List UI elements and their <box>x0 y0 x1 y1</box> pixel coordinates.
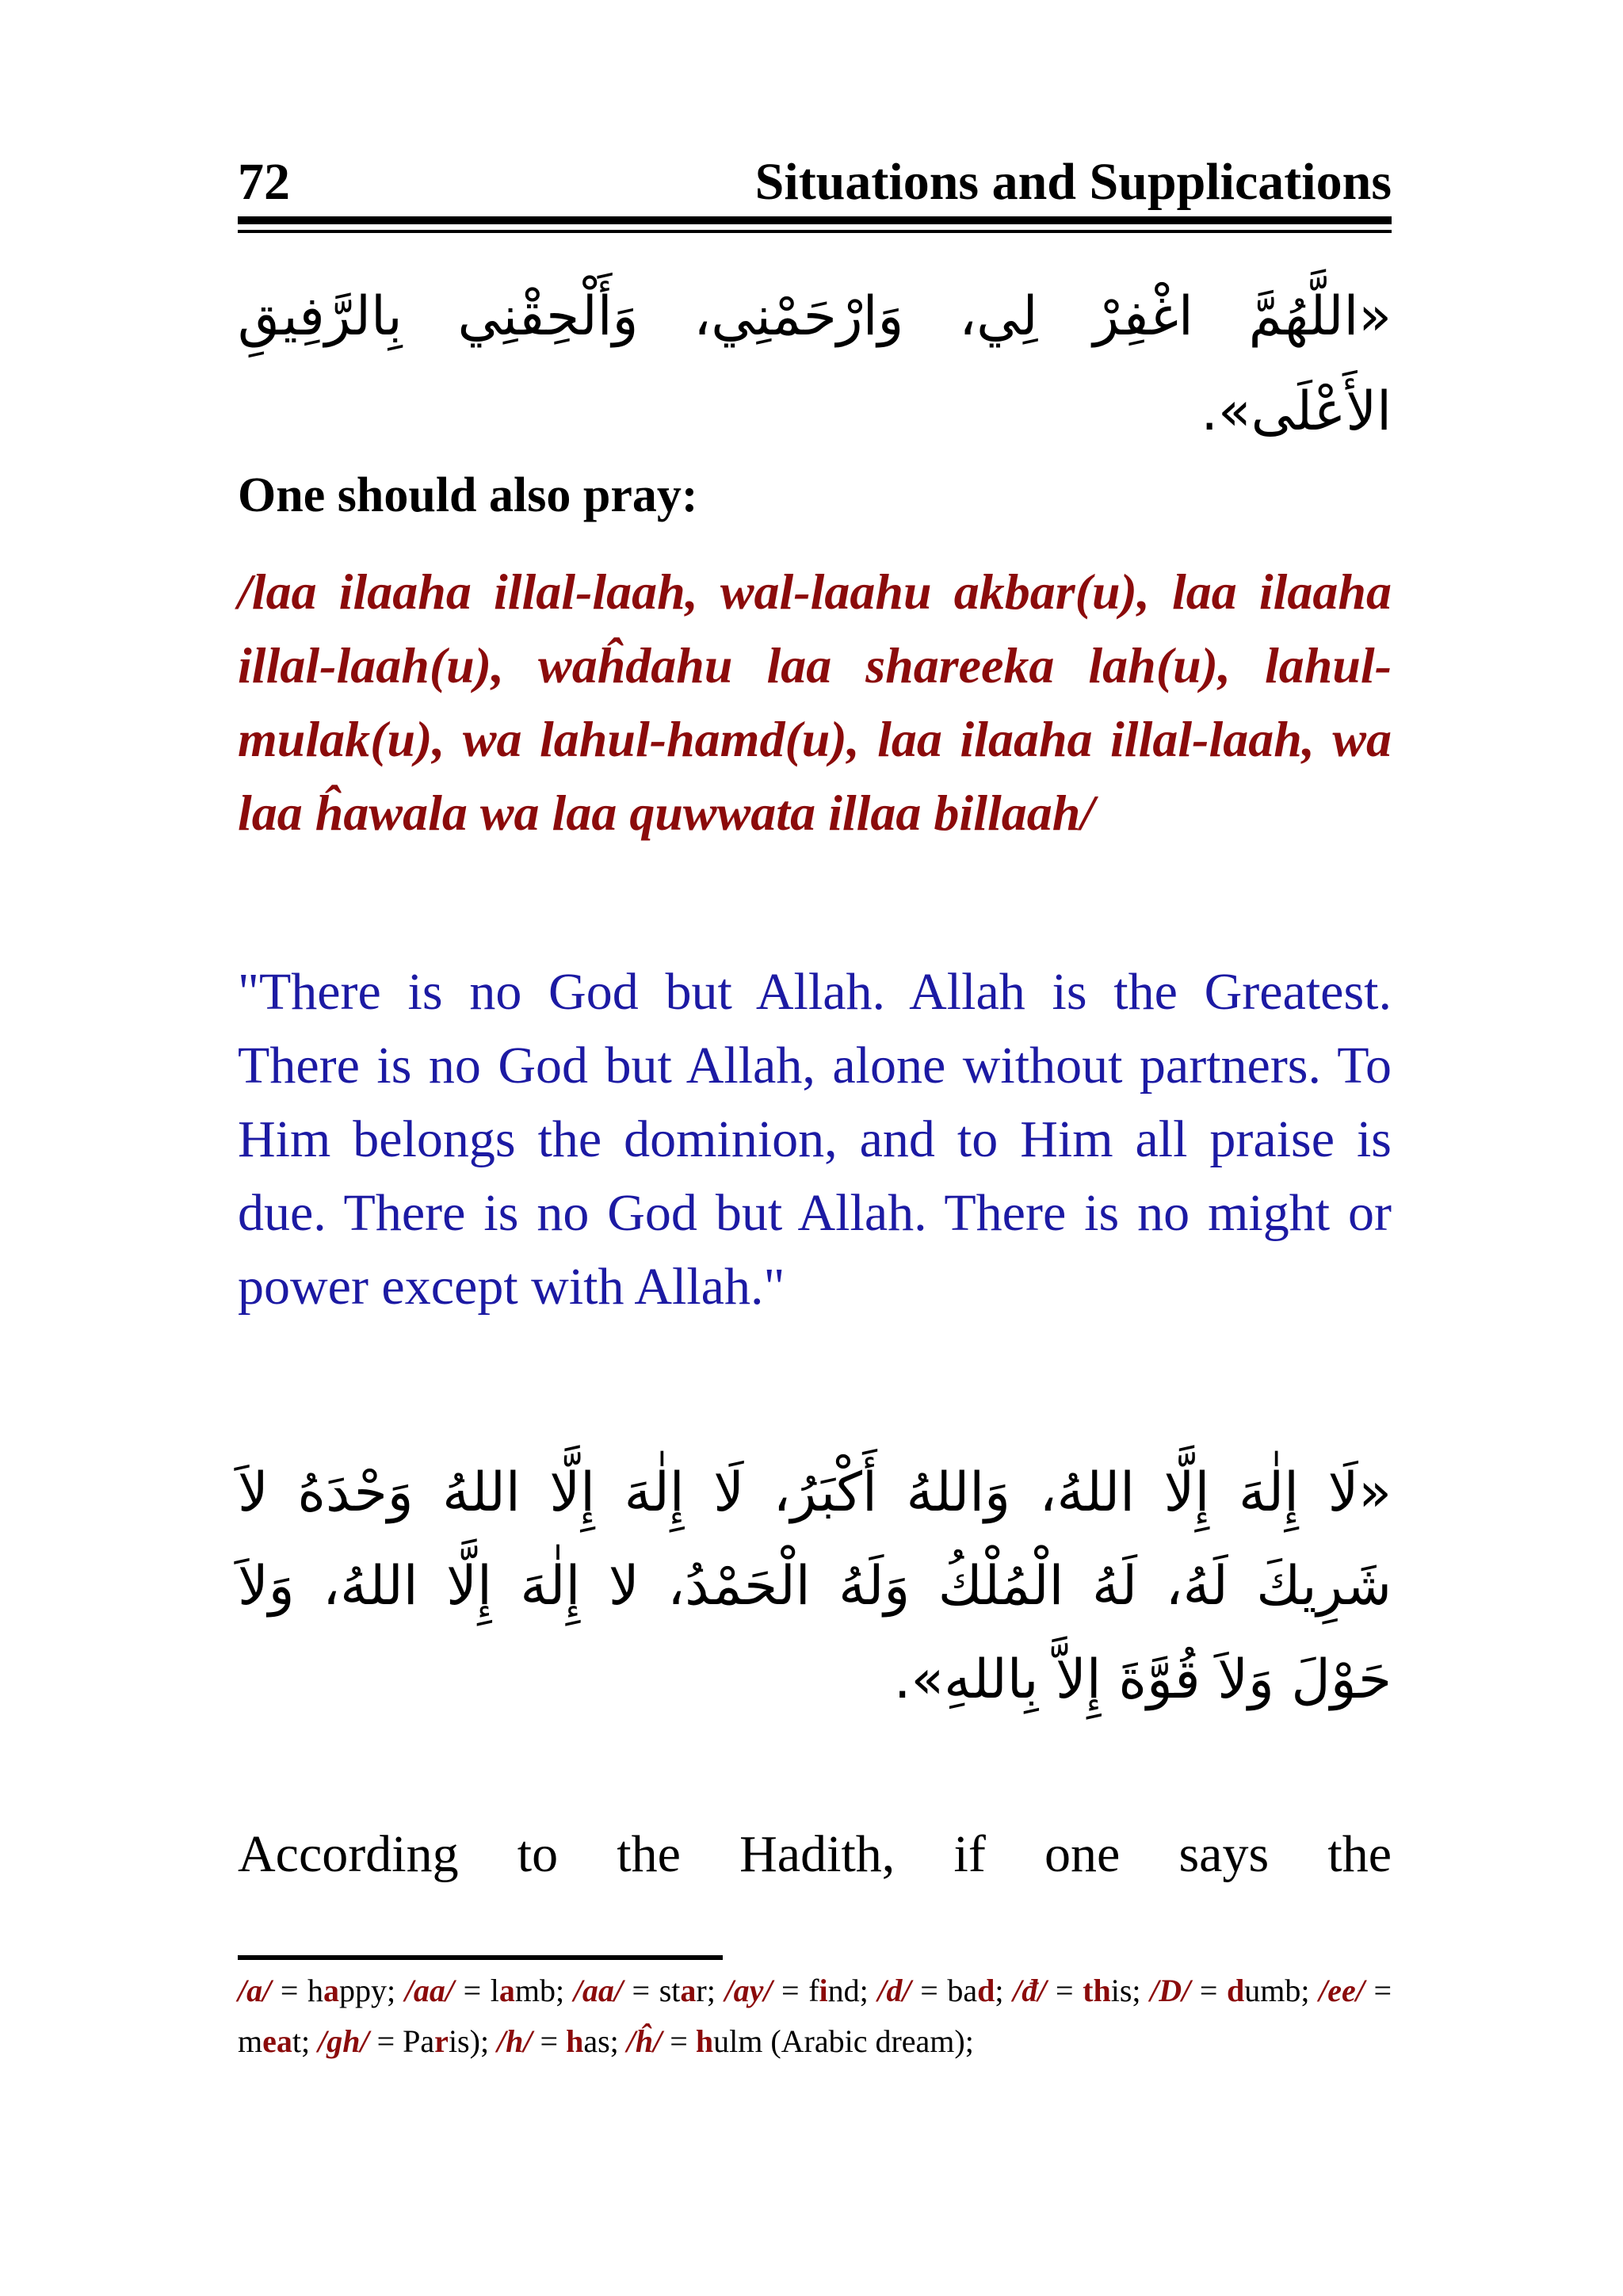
footnote-entry: /a/ = happy; <box>238 1973 396 2008</box>
footnote-highlight: ea <box>262 2023 292 2059</box>
transliteration: /laa ilaaha illal-laah, wal-laahu akbar(u), laa ilaaha illal-laah(u), waĥdahu laa shareeka lah(u), lahul-mulak(u), wa lahul-hamd(u), laa ilaaha illal-laah, wa laa ĥawala wa laa quwwata illaa billaah/ <box>238 563 1392 841</box>
pronunciation-key-footnote <box>238 1966 1392 2067</box>
book-page <box>238 0 1392 2296</box>
footnote-symbol: /gh/ <box>318 2023 369 2059</box>
footnote-highlight: h <box>566 2023 584 2059</box>
body-text: According to the Hadith, if one says the <box>238 1825 1392 1883</box>
footnote-highlight: i <box>819 1973 828 2008</box>
footnote-symbol: /h/ <box>497 2023 533 2059</box>
footnote-highlight: th <box>1083 1973 1111 2008</box>
footnote-entry: /gh/ = Paris); <box>318 2023 490 2059</box>
footnote-symbol: /d/ <box>877 1973 911 2008</box>
footnote-entry: /aa/ = star; <box>573 1973 716 2008</box>
footnote-entry: /ĥ/ = hulm (Arabic dream); <box>626 2023 974 2059</box>
footnote-highlight: a <box>498 1973 515 2008</box>
footnote-entry: /aa/ = lamb; <box>404 1973 565 2008</box>
footnote-symbol: /đ/ <box>1013 1973 1047 2008</box>
footnote-entry: /d/ = bad; <box>877 1973 1004 2008</box>
footnote-entry: /h/ = has; <box>497 2023 619 2059</box>
footnote-highlight: d <box>977 1973 995 2008</box>
running-title: Situations and Supplications <box>754 153 1392 211</box>
footnote-highlight: d <box>1227 1973 1245 2008</box>
footnote-symbol: /aa/ <box>404 1973 454 2008</box>
footnote-entry: /ay/ = find; <box>724 1973 869 2008</box>
header-rule-thick <box>238 216 1392 224</box>
footnote-rule <box>238 1955 723 1960</box>
footnote-highlight: h <box>695 2023 714 2059</box>
footnote-symbol: /D/ <box>1150 1973 1191 2008</box>
footnote-symbol: /ee/ <box>1319 1973 1365 2008</box>
footnote-entry: /ee/ = meat; <box>238 1973 1392 2059</box>
footnote-highlight: a <box>680 1973 697 2008</box>
arabic-supplication-bottom: «لَا إِلٰهَ إِلَّا اللهُ، وَاللهُ أَكْبَرُ، لَا إِلٰهَ إِلَّا اللهُ وَحْدَهُ لاَ شَرِيكَ لَهُ، لَهُ الْمُلْكُ وَلَهُ الْحَمْدُ، لا إِلٰهَ إِلَّا اللهُ، وَلاَ حَوْلَ وَلاَ قُوَّةَ إِلاَّ بِاللهِ». <box>238 1461 1392 1711</box>
footnote-entry: /D/ = dumb; <box>1150 1973 1310 2008</box>
footnote-symbol: /ĥ/ <box>626 2023 663 2059</box>
footnote-entry: /đ/ = this; <box>1013 1973 1141 2008</box>
footnote-highlight: r <box>434 2023 449 2059</box>
page-header <box>238 151 1392 214</box>
page-number: 72 <box>238 153 290 211</box>
arabic-supplication-top: «اللَّهُمَّ اغْفِرْ لِي، وَارْحَمْنِي، وَأَلْحِقْنِي بِالرَّفِيقِ الأَعْلَى». <box>238 285 1392 443</box>
english-translation: "There is no God but Allah. Allah is the Greatest. There is no God but Allah, alone without partners. To Him belongs the dominion, and to Him all praise is due. There is no God but Allah. There is no might or power except with Allah." <box>238 963 1392 1316</box>
footnote-symbol: /a/ <box>238 1973 272 2008</box>
header-rule-thin <box>238 230 1392 233</box>
footnote-highlight: a <box>323 1973 340 2008</box>
section-heading: One should also pray: <box>238 468 698 522</box>
footnote-symbol: /ay/ <box>724 1973 773 2008</box>
footnote-symbol: /aa/ <box>573 1973 623 2008</box>
